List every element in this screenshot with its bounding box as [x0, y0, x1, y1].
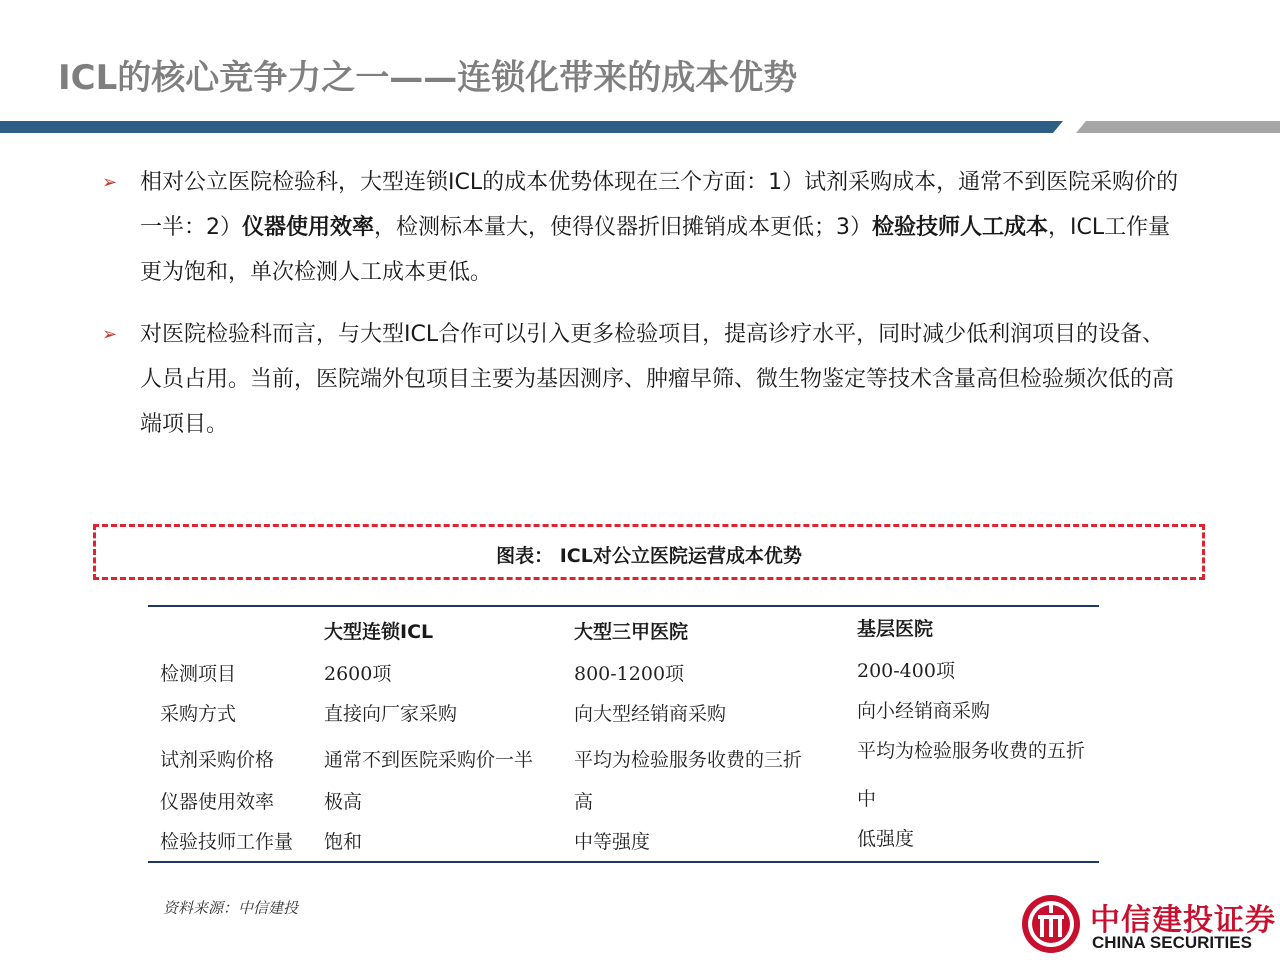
table-header-cell: [148, 611, 324, 617]
table-cell: 低强度: [857, 828, 915, 850]
table-cell: 200-400项: [857, 660, 955, 682]
bullet-item-cost-advantage: [100, 160, 1180, 295]
figure-caption: 图表： ICL对公立医院运营成本优势: [496, 545, 802, 567]
table-row: [148, 733, 1099, 781]
logo-name-cn: 中信建投证券: [1090, 903, 1276, 938]
table-cell: 2600项: [324, 663, 392, 685]
bullet-bold-segment: 仪器使用效率: [242, 215, 375, 240]
citic-emblem-icon: [1020, 893, 1082, 955]
arrow-bullet-icon: ➢: [102, 324, 118, 345]
arrow-bullet-icon: ➢: [102, 172, 118, 193]
table-cell: 饱和: [324, 831, 363, 853]
slide-title: ICL的核心竞争力之一——连锁化带来的成本优势: [58, 58, 798, 98]
table-row: [148, 781, 1099, 821]
table-cell: 直接向厂家采购: [324, 703, 458, 725]
bullet-text-segment: 对医院检验科而言，与大型ICL合作可以引入更多检验项目，提高诊疗水平，同时减少低利润项目的设备、人员占用。当前，医院端外包项目主要为基因测序、肿瘤早筛、微生物鉴定等技术含量高但检验频次低的高端项目。: [140, 322, 1175, 437]
bullet-list: [100, 160, 1180, 464]
table-row-label: 检测项目: [160, 663, 237, 685]
company-logo: [1020, 893, 1280, 955]
table-header-row: [148, 607, 1099, 653]
table-row: [148, 653, 1099, 693]
table-row: [148, 821, 1099, 861]
table-cell: 向小经销商采购: [857, 700, 991, 722]
table-header-cell: 大型连锁ICL: [324, 621, 434, 643]
table-row: [148, 693, 1099, 733]
table-cell: 向大型经销商采购: [574, 703, 727, 725]
table-cell: 中等强度: [574, 831, 651, 853]
table-cell: 中: [857, 788, 877, 810]
table-row-label: 采购方式: [160, 703, 237, 725]
title-underline-gray: [1076, 121, 1280, 133]
bullet-text-segment: 相对公立医院检验科，大型连锁ICL的成本优势体现在三个方面：1）试剂采购成本，通常不到医院采购价的一半：2）: [140, 170, 1179, 240]
table-row-label: 试剂采购价格: [160, 749, 275, 771]
table-cell: 平均为检验服务收费的五折: [857, 740, 1086, 762]
bullet-item-hospital-benefit: [100, 312, 1180, 447]
table-cell: 800-1200项: [574, 663, 685, 685]
table-row-label: 仪器使用效率: [160, 791, 275, 813]
bullet-text-segment: ，检测标本量大，使得仪器折旧摊销成本更低；3）: [374, 215, 873, 240]
source-note: 资料来源：中信建投: [163, 899, 299, 917]
table-row-label: 检验技师工作量: [160, 831, 294, 853]
table-cell: 高: [574, 791, 594, 813]
title-underline-blue: [0, 121, 1063, 133]
table-cell: 通常不到医院采购价一半: [324, 749, 534, 771]
comparison-table: [148, 605, 1099, 863]
table-cell: 平均为检验服务收费的三折: [574, 749, 803, 771]
logo-name-en: CHINA SECURITIES: [1092, 933, 1252, 952]
table-header-cell: 大型三甲医院: [574, 621, 689, 643]
figure-caption-box: [93, 524, 1205, 580]
table-cell: 极高: [324, 791, 363, 813]
bullet-bold-segment: 检验技师人工成本: [872, 215, 1049, 240]
table-header-cell: 基层医院: [857, 618, 934, 640]
bullet-text-segment: ，ICL工作量更为饱和，单次检测人工成本更低。: [140, 215, 1171, 285]
